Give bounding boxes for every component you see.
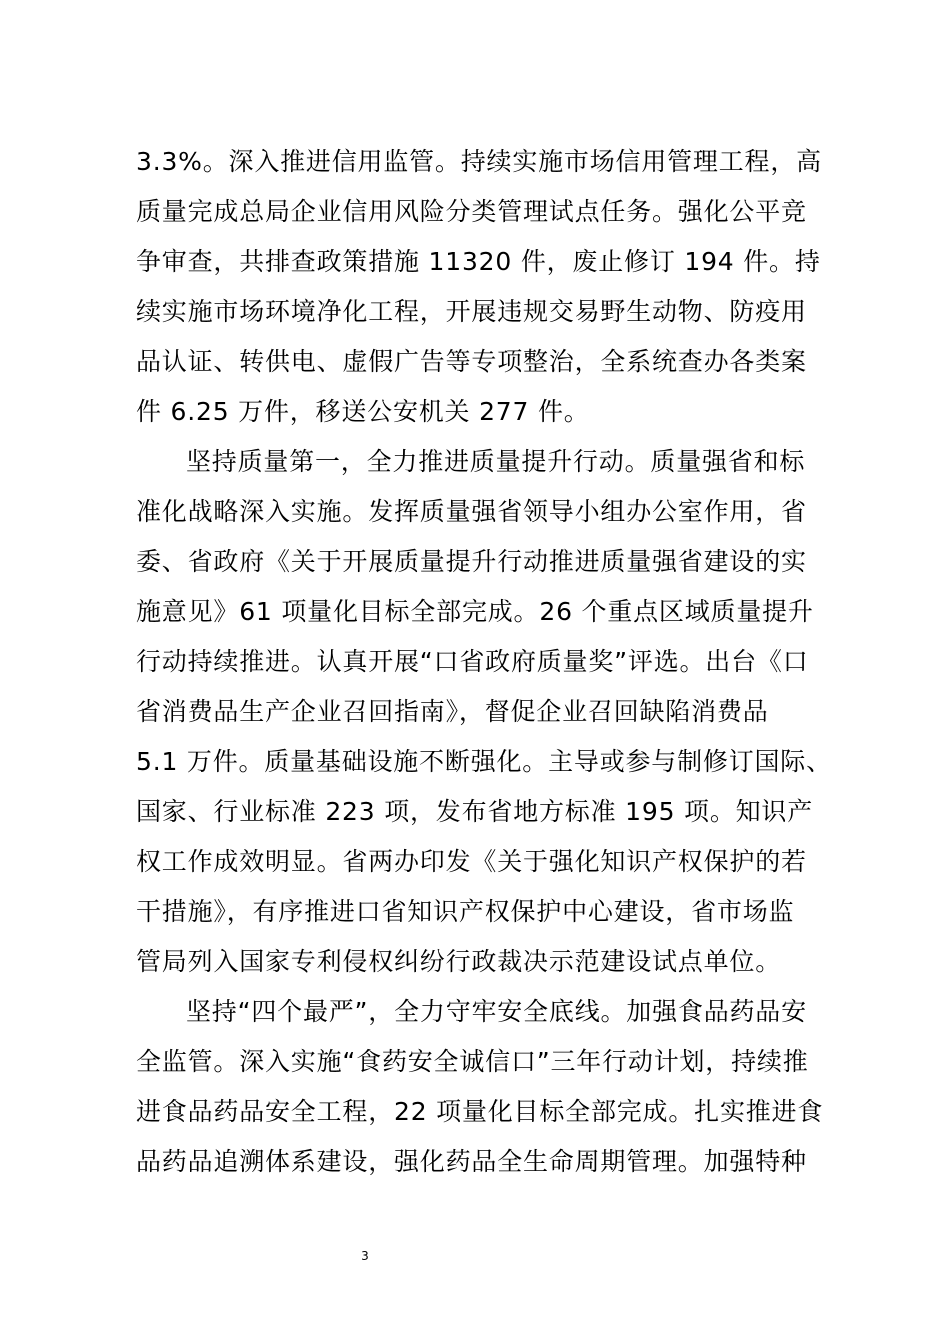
text-line: 争审查，共排查政策措施 11320 件，废止修订 194 件。持 — [136, 247, 821, 276]
text-line: 准化战略深入实施。发挥质量强省领导小组办公室作用，省 — [136, 497, 807, 526]
text-line: 质量完成总局企业信用风险分类管理试点任务。强化公平竞 — [136, 197, 807, 226]
text-line: 国家、行业标准 223 项，发布省地方标准 195 项。知识产 — [136, 797, 814, 826]
paragraph-first-line: 坚持“四个最严”，全力守牢安全底线。加强食品药品安 — [186, 997, 807, 1026]
text-line: 行动持续推进。认真开展“口省政府质量奖”评选。出台《口 — [136, 647, 809, 676]
text-line: 干措施》，有序推进口省知识产权保护中心建设，省市场监 — [136, 897, 795, 926]
text-line: 权工作成效明显。省两办印发《关于强化知识产权保护的若 — [136, 847, 807, 876]
text-line: 进食品药品安全工程，22 项量化目标全部完成。扎实推进食 — [136, 1097, 824, 1126]
text-line: 5.1 万件。质量基础设施不断强化。主导或参与制修订国际、 — [136, 747, 832, 776]
text-line: 续实施市场环境净化工程，开展违规交易野生动物、防疫用 — [136, 297, 807, 326]
text-line: 省消费品生产企业召回指南》，督促企业召回缺陷消费品 — [136, 697, 769, 726]
text-line: 3.3%。深入推进信用监管。持续实施市场信用管理工程，高 — [136, 147, 822, 176]
text-line: 全监管。深入实施“食药安全诚信口”三年行动计划，持续推 — [136, 1047, 809, 1076]
text-line: 品认证、转供电、虚假广告等专项整治，全系统查办各类案 — [136, 347, 807, 376]
page-number: 3 — [361, 1249, 369, 1263]
text-line: 件 6.25 万件，移送公安机关 277 件。 — [136, 397, 590, 426]
text-line: 委、省政府《关于开展质量提升行动推进质量强省建设的实 — [136, 547, 807, 576]
paragraph-first-line: 坚持质量第一，全力推进质量提升行动。质量强省和标 — [186, 447, 806, 476]
text-line: 施意见》61 项量化目标全部完成。26 个重点区域质量提升 — [136, 597, 814, 626]
text-line: 管局列入国家专利侵权纠纷行政裁决示范建设试点单位。 — [136, 947, 782, 976]
text-line: 品药品追溯体系建设，强化药品全生命周期管理。加强特种 — [136, 1147, 807, 1176]
